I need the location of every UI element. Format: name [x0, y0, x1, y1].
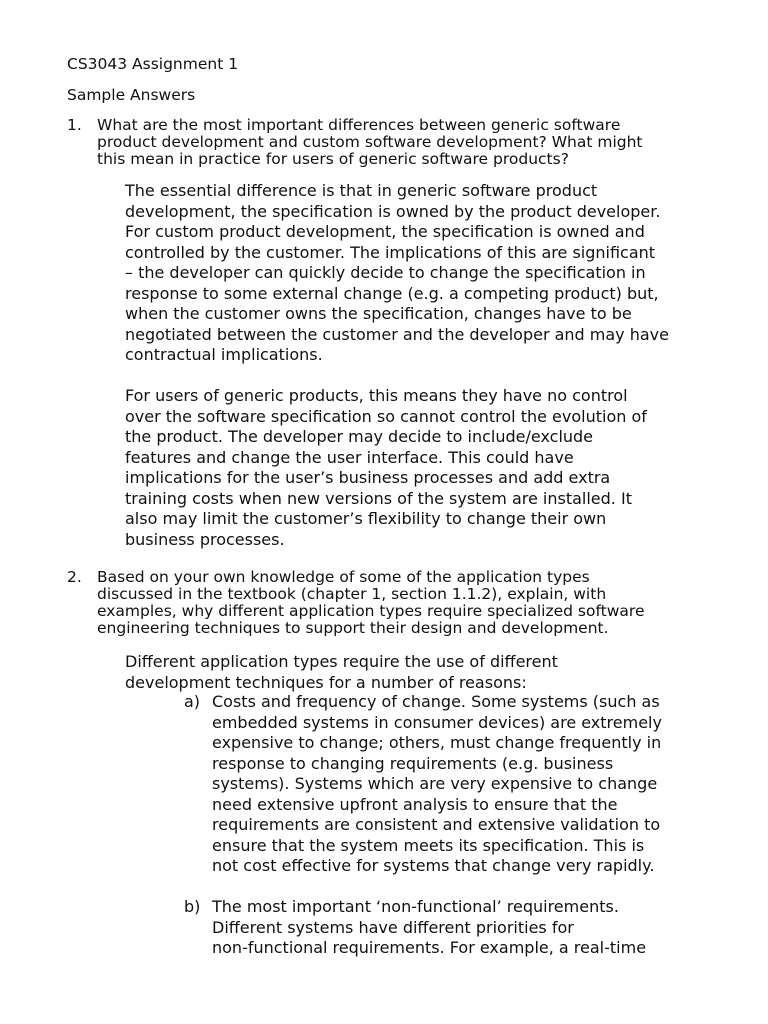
document-subtitle: Sample Answers	[67, 86, 196, 104]
question-text: What are the most important differences between generic software product development and custom software development? What might this mean in practice for users of generic software products?	[97, 116, 643, 168]
question-number: 2.	[67, 568, 82, 586]
answer-paragraph: The essential difference is that in generic software product development, the specification is owned by the product developer. For custom product development, the specification is owned and controlled by the customer. The implications of this are significant – the developer can quickly decide to change the specification in response to some external change (e.g. a competing product) but, when the customer owns the specification, changes have to be negotiated between the customer and the developer and may have contractual implications.	[125, 181, 669, 364]
point-letter: a)	[184, 692, 201, 711]
question-number: 1.	[67, 116, 82, 134]
document-title: CS3043 Assignment 1	[67, 55, 239, 73]
point-text: Costs and frequency of change. Some systems (such as embedded systems in consumer devices) are extremely expensive to change; others, must change frequently in response to changing requirements (e.g. business systems). Systems which are very expensive to change need extensive upfront analysis to ensure that the requirements are consistent and extensive validation to ensure that the system meets its specification. This is not cost effective for systems that change very rapidly.	[212, 692, 662, 875]
point-text: The most important ‘non-functional’ requirements. Different systems have different priorities for non-functional requirements. For example, a real-time	[212, 897, 647, 957]
point-letter: b)	[184, 897, 201, 916]
answer-intro: Different application types require the use of different development techniques for a number of reasons:	[125, 652, 558, 692]
answer-paragraph: For users of generic products, this means they have no control over the software specification so cannot control the evolution of the product. The developer may decide to include/exclude features and change the user interface. This could have implications for the user’s business processes and add extra training costs when new versions of the system are installed. It also may limit the customer’s flexibility to change their own business processes.	[125, 386, 647, 549]
question-text: Based on your own knowledge of some of the application types discussed in the textbook (chapter 1, section 1.1.2), explain, with examples, why different application types require specialized software engineering techniques to support their design and development.	[97, 568, 645, 637]
